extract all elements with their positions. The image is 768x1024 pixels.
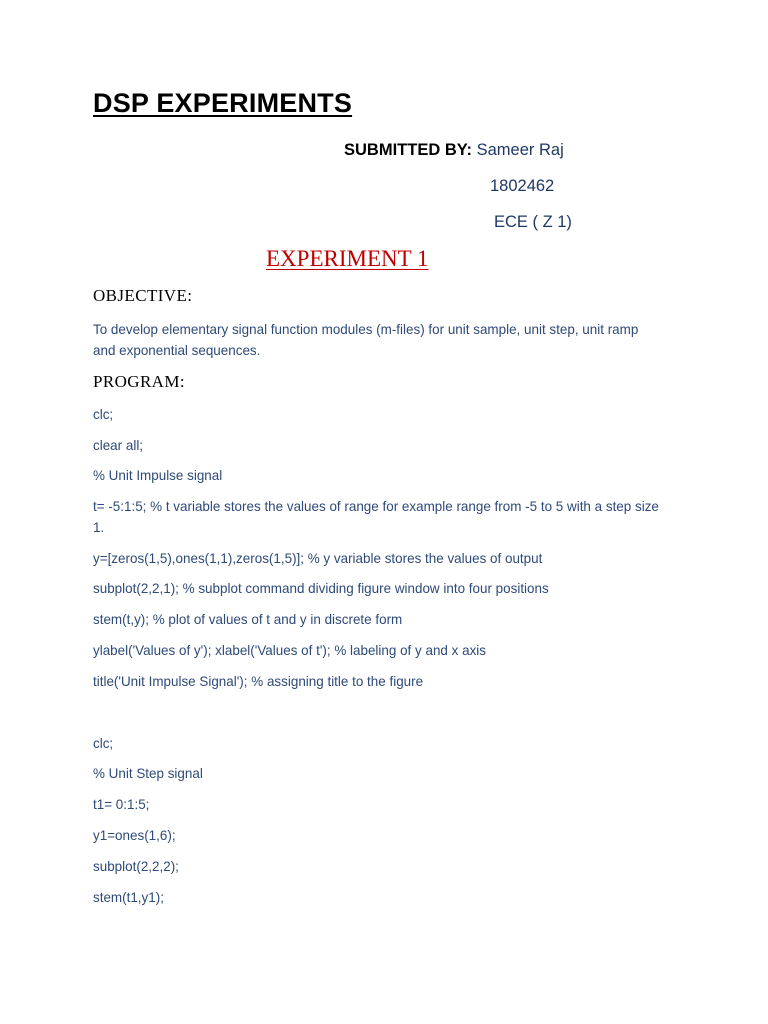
code-line: % Unit Impulse signal xyxy=(93,467,223,483)
roll-number: 1802462 xyxy=(490,177,555,195)
experiment-heading: EXPERIMENT 1 xyxy=(266,246,429,271)
objective-text: To develop elementary signal function modules (m-files) for unit sample, unit step, unit ramp and exponential sequences. xyxy=(93,321,639,358)
code-line: y1=ones(1,6); xyxy=(93,827,176,843)
document-title: DSP EXPERIMENTS xyxy=(93,88,353,118)
code-line: stem(t1,y1); xyxy=(93,889,164,905)
code-line: title('Unit Impulse Signal'); % assigning title to the figure xyxy=(93,673,424,689)
submitted-by-line xyxy=(344,141,564,160)
code-line: ylabel('Values of y'); xlabel('Values of t'); % labeling of y and x axis xyxy=(93,642,486,658)
author-name: Sameer Raj xyxy=(476,141,564,159)
code-line: stem(t,y); % plot of values of t and y in discrete form xyxy=(93,611,403,627)
code-line: clear all; xyxy=(93,437,144,453)
submitted-by-label: SUBMITTED BY: xyxy=(344,141,473,159)
code-line: y=[zeros(1,5),ones(1,1),zeros(1,5)]; % y variable stores the values of output xyxy=(93,550,543,566)
objective-heading: OBJECTIVE: xyxy=(93,286,193,305)
code-line: t= -5:1:5; % t variable stores the values of range for example range from -5 to 5 with a step size 1. xyxy=(93,498,659,535)
code-line: t1= 0:1:5; xyxy=(93,796,150,812)
code-line: clc; xyxy=(93,406,114,422)
code-line: clc; xyxy=(93,735,114,751)
code-line: % Unit Step signal xyxy=(93,765,203,781)
program-heading: PROGRAM: xyxy=(93,372,186,391)
code-line: subplot(2,2,1); % subplot command dividing figure window into four positions xyxy=(93,580,549,596)
code-line: subplot(2,2,2); xyxy=(93,858,179,874)
branch-section: ECE ( Z 1) xyxy=(494,213,572,231)
